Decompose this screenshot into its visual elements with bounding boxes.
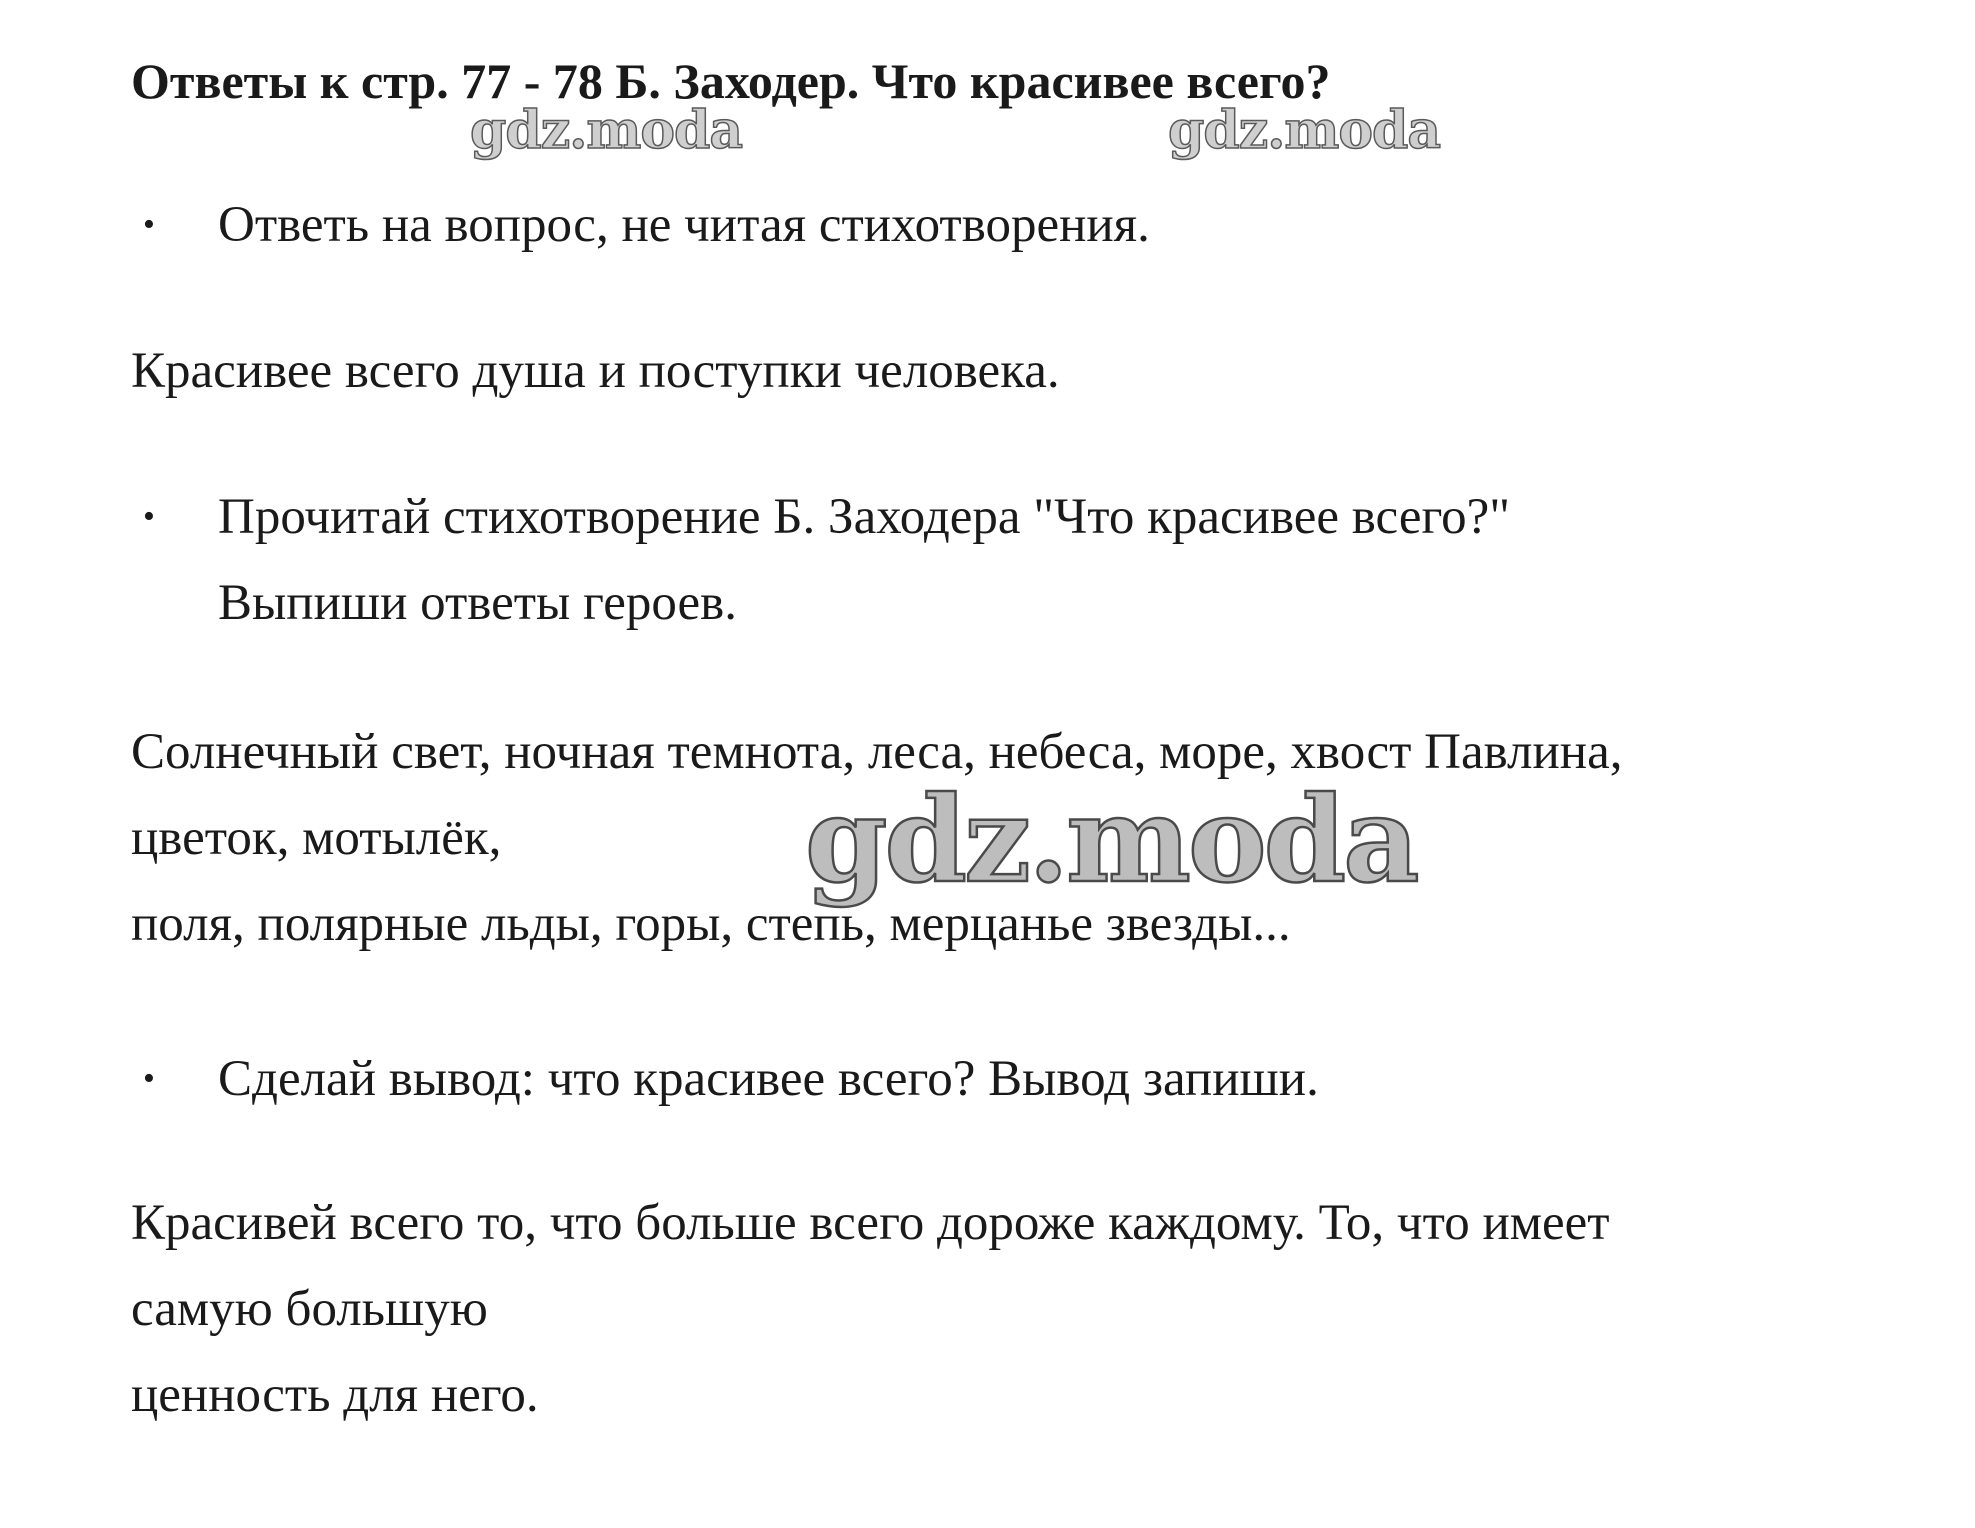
bullet-icon: •: [143, 206, 155, 243]
question-line: Выпиши ответы героев.: [218, 575, 737, 631]
answer-block: [131, 709, 1622, 967]
answer-line: Красивей всего то, что больше всего дороже каждому. То, что имеет: [131, 1195, 1610, 1251]
page-title: Ответы к стр. 77 - 78 Б. Заходер. Что красивее всего?: [131, 53, 1331, 109]
question-text: [218, 182, 1150, 268]
answer-line: самую большую: [131, 1281, 488, 1337]
watermark-logo: gdz.moda: [1168, 100, 1441, 161]
answer-block: [131, 1180, 1610, 1438]
bullet-icon: •: [143, 498, 155, 535]
watermark-logo: gdz.moda: [470, 100, 743, 161]
answer-line: ценность для него.: [131, 1367, 539, 1423]
answer-line: поля, полярные льды, горы, степь, мерцанье звезды...: [131, 896, 1291, 952]
question-line: Прочитай стихотворение Б. Заходера "Что красивее всего?": [218, 489, 1511, 545]
answer-line: цветок, мотылёк,: [131, 810, 502, 866]
bullet-icon: •: [143, 1060, 155, 1097]
question-line: Сделай вывод: что красивее всего? Вывод запиши.: [218, 1051, 1319, 1107]
answer-line: Красивее всего душа и поступки человека.: [131, 343, 1060, 399]
watermark-logo: gdz.moda: [805, 770, 1417, 909]
question-text: [218, 1036, 1319, 1122]
answer-line: Солнечный свет, ночная темнота, леса, небеса, море, хвост Павлина,: [131, 724, 1623, 780]
question-text: [218, 474, 1510, 646]
answer-block: [131, 328, 1060, 414]
question-line: Ответь на вопрос, не читая стихотворения.: [218, 197, 1150, 253]
